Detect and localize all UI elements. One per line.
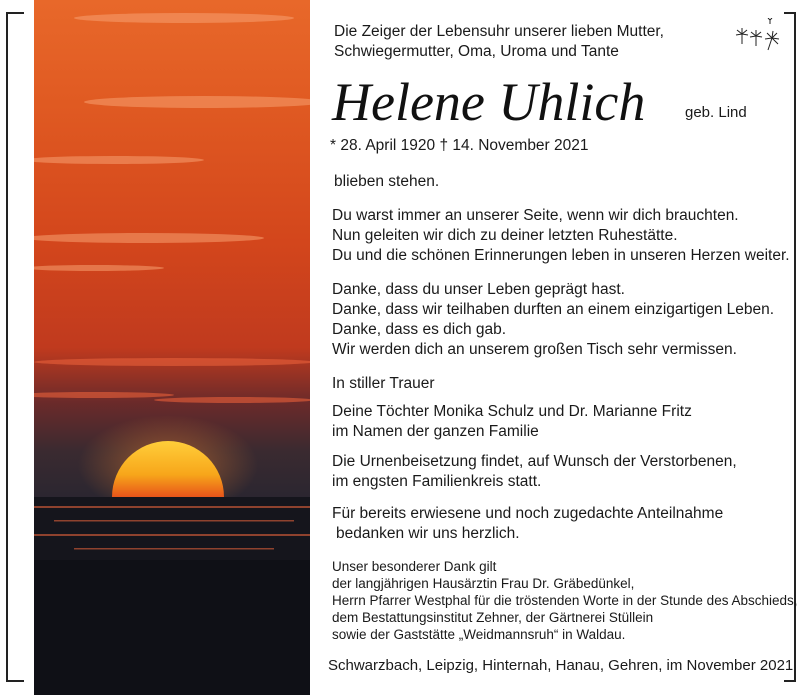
burial-line-2: im engsten Familienkreis statt. [332,473,542,490]
poem1-line-2: Nun geleiten wir dich zu deiner letzten Ruhestätte. [332,227,678,244]
frame-left-bracket [6,12,24,682]
deceased-name: Helene Uhlich [332,72,646,132]
poem1-line-3: Du und die schönen Erinnerungen leben in unseren Herzen weiter. [332,247,790,264]
thanks-line-2: bedanken wir uns herzlich. [336,525,520,542]
special-thanks-line-3: Herrn Pfarrer Westphal für die tröstenden Worte in der Stunde des Abschieds, [332,593,798,608]
frame-right-bracket [784,12,796,682]
life-dates: * 28. April 1920 † 14. November 2021 [330,137,589,154]
special-thanks-line-5: sowie der Gaststätte „Weidmannsruh“ in Waldau. [332,627,626,642]
mourning-heading: In stiller Trauer [332,375,435,392]
burial-line-1: Die Urnenbeisetzung findet, auf Wunsch der Verstorbenen, [332,453,737,470]
poem2-line-3: Danke, dass es dich gab. [332,321,507,338]
thanks-line-1: Für bereits erwiesene und noch zugedachte Anteilnahme [332,505,724,522]
special-thanks-line-4: dem Bestattungsinstitut Zehner, der Gärtnerei Stüllein [332,610,654,625]
poem2-line-2: Danke, dass wir teilhaben durften an einem einzigartigen Leben. [332,301,775,318]
dandelion-seeds-icon [734,18,784,63]
mourning-line-1: Deine Töchter Monika Schulz und Dr. Marianne Fritz [332,403,692,420]
sunset-photo [34,0,310,695]
poem1-line-1: Du warst immer an unserer Seite, wenn wir dich brauchten. [332,207,739,224]
maiden-name: geb. Lind [685,104,747,121]
places-date: Schwarzbach, Leipzig, Hinternah, Hanau, Gehren, im November 2021 [328,657,794,674]
special-thanks-line-1: Unser besonderer Dank gilt [332,559,497,574]
stopped-text: blieben stehen. [334,173,440,190]
poem2-line-1: Danke, dass du unser Leben geprägt hast. [332,281,625,298]
obituary-text [318,0,798,695]
mourning-line-2: im Namen der ganzen Familie [332,423,539,440]
intro-line-1: Die Zeiger der Lebensuhr unserer lieben Mutter, [334,23,664,40]
intro-line-2: Schwiegermutter, Oma, Uroma und Tante [334,43,619,60]
special-thanks-line-2: der langjährigen Hausärztin Frau Dr. Gräbedünkel, [332,576,635,591]
poem2-line-4: Wir werden dich an unserem großen Tisch sehr vermissen. [332,341,737,358]
